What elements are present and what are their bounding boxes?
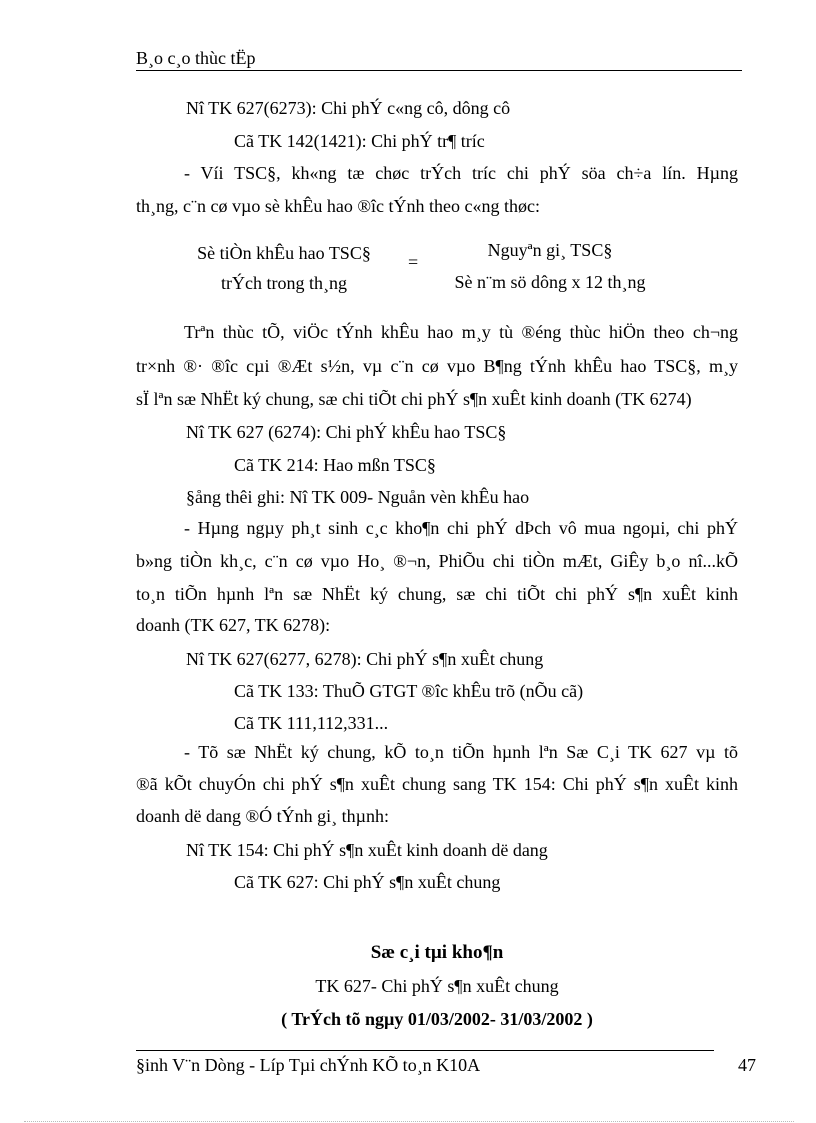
footer-author: §inh V¨n Dòng - Líp Tµi chÝnh KÕ to¸n K10A: [136, 1055, 481, 1075]
page-edge-divider: [24, 1121, 794, 1122]
formula-numerator: Nguyªn gi¸ TSC§: [487, 240, 613, 260]
footer-rule: [136, 1050, 714, 1051]
paragraph-fixed-assets-line1: - Víi TSC§, kh«ng tæ chøc trÝch tríc chi phÝ söa ch÷a lín. Hµng: [184, 163, 738, 183]
formula-denominator: Sè n¨m sö dông x 12 th¸ng: [454, 272, 646, 292]
entry-credit-111-112-331: Cã TK 111,112,331...: [234, 713, 389, 733]
ledger-range-close: ): [582, 1009, 593, 1029]
entry-debit-6273: Nî TK 627(6273): Chi phÝ c«ng cô, dông cô: [186, 98, 511, 118]
formula-numerator-label: [186, 238, 382, 298]
ledger-range-text: TrÝch tõ ngµy 01/03/2002- 31/03/2002: [291, 1009, 583, 1029]
formula-fraction: [444, 234, 656, 298]
paragraph-transfer-line1: - Tõ sæ NhËt ký chung, kÕ to¸n tiÕn hµnh lªn Sæ C¸i TK 627 vµ tõ: [184, 742, 738, 762]
paragraph-depreciation-line2: tr×nh ®· ®îc cµi ®Æt s½n, vµ c¨n cø vµo B¶ng tÝnh khÊu hao TSC§, m¸y: [136, 356, 738, 376]
entry-credit-214: Cã TK 214: Hao mßn TSC§: [234, 455, 436, 475]
formula-equals: =: [408, 252, 419, 272]
formula-left-line2: trÝch trong th¸ng: [221, 273, 347, 293]
ledger-title: Sæ c¸i tµi kho¶n: [370, 942, 504, 963]
paragraph-depreciation-line3: sÏ lªn sæ NhËt ký chung, sæ chi tiÕt chi phÝ s¶n xuÊt kinh doanh (TK 6274): [136, 389, 692, 409]
entry-memo-009: §ång thêi ghi: Nî TK 009- Nguån vèn khÊu hao: [186, 487, 530, 507]
entry-debit-6277-6278: Nî TK 627(6277, 6278): Chi phÝ s¶n xuÊt chung: [186, 649, 544, 669]
paragraph-fixed-assets-line2: th¸ng, c¨n cø vµo sè khÊu hao ®îc tÝnh theo c«ng thøc:: [136, 196, 540, 216]
running-header: B¸o c¸o thùc tËp: [136, 48, 256, 68]
entry-credit-1421: Cã TK 142(1421): Chi phÝ tr¶ tríc: [234, 131, 485, 151]
ledger-date-range: [136, 1009, 738, 1030]
paragraph-services-line2: b»ng tiÒn kh¸c, c¨n cø vµo Ho¸ ®¬n, PhiÕu chi tiÒn mÆt, GiÊy b¸o nî...kÕ: [136, 551, 738, 571]
page-number: 47: [738, 1055, 756, 1075]
ledger-subtitle: TK 627- Chi phÝ s¶n xuÊt chung: [315, 976, 559, 996]
paragraph-depreciation-line1: Trªn thùc tÕ, viÖc tÝnh khÊu hao m¸y tù ®éng thùc hiÖn theo ch¬ng: [184, 322, 738, 342]
entry-debit-6274: Nî TK 627 (6274): Chi phÝ khÊu hao TSC§: [186, 422, 507, 442]
header-rule: [136, 70, 742, 71]
paragraph-services-line1: - Hµng ngµy ph¸t sinh c¸c kho¶n chi phÝ dÞch vô mua ngoµi, chi phÝ: [184, 518, 738, 538]
paragraph-transfer-line2: ®ã kÕt chuyÓn chi phÝ s¶n xuÊt chung sang TK 154: Chi phÝ s¶n xuÊt kinh: [136, 774, 738, 794]
entry-credit-627: Cã TK 627: Chi phÝ s¶n xuÊt chung: [234, 872, 501, 892]
entry-credit-133: Cã TK 133: ThuÕ GTGT ®îc khÊu trõ (nÕu cã): [234, 681, 584, 701]
paragraph-services-line4: doanh (TK 627, TK 6278):: [136, 615, 331, 635]
entry-debit-154: Nî TK 154: Chi phÝ s¶n xuÊt kinh doanh dë dang: [186, 840, 548, 860]
ledger-range-open: (: [281, 1009, 292, 1029]
formula-left-line1: Sè tiÒn khÊu hao TSC§: [197, 243, 371, 263]
paragraph-services-line3: to¸n tiÕn hµnh lªn sæ NhËt ký chung, sæ chi tiÕt chi phÝ s¶n xuÊt kinh: [136, 584, 738, 604]
paragraph-transfer-line3: doanh dë dang ®Ó tÝnh gi¸ thµnh:: [136, 806, 390, 826]
